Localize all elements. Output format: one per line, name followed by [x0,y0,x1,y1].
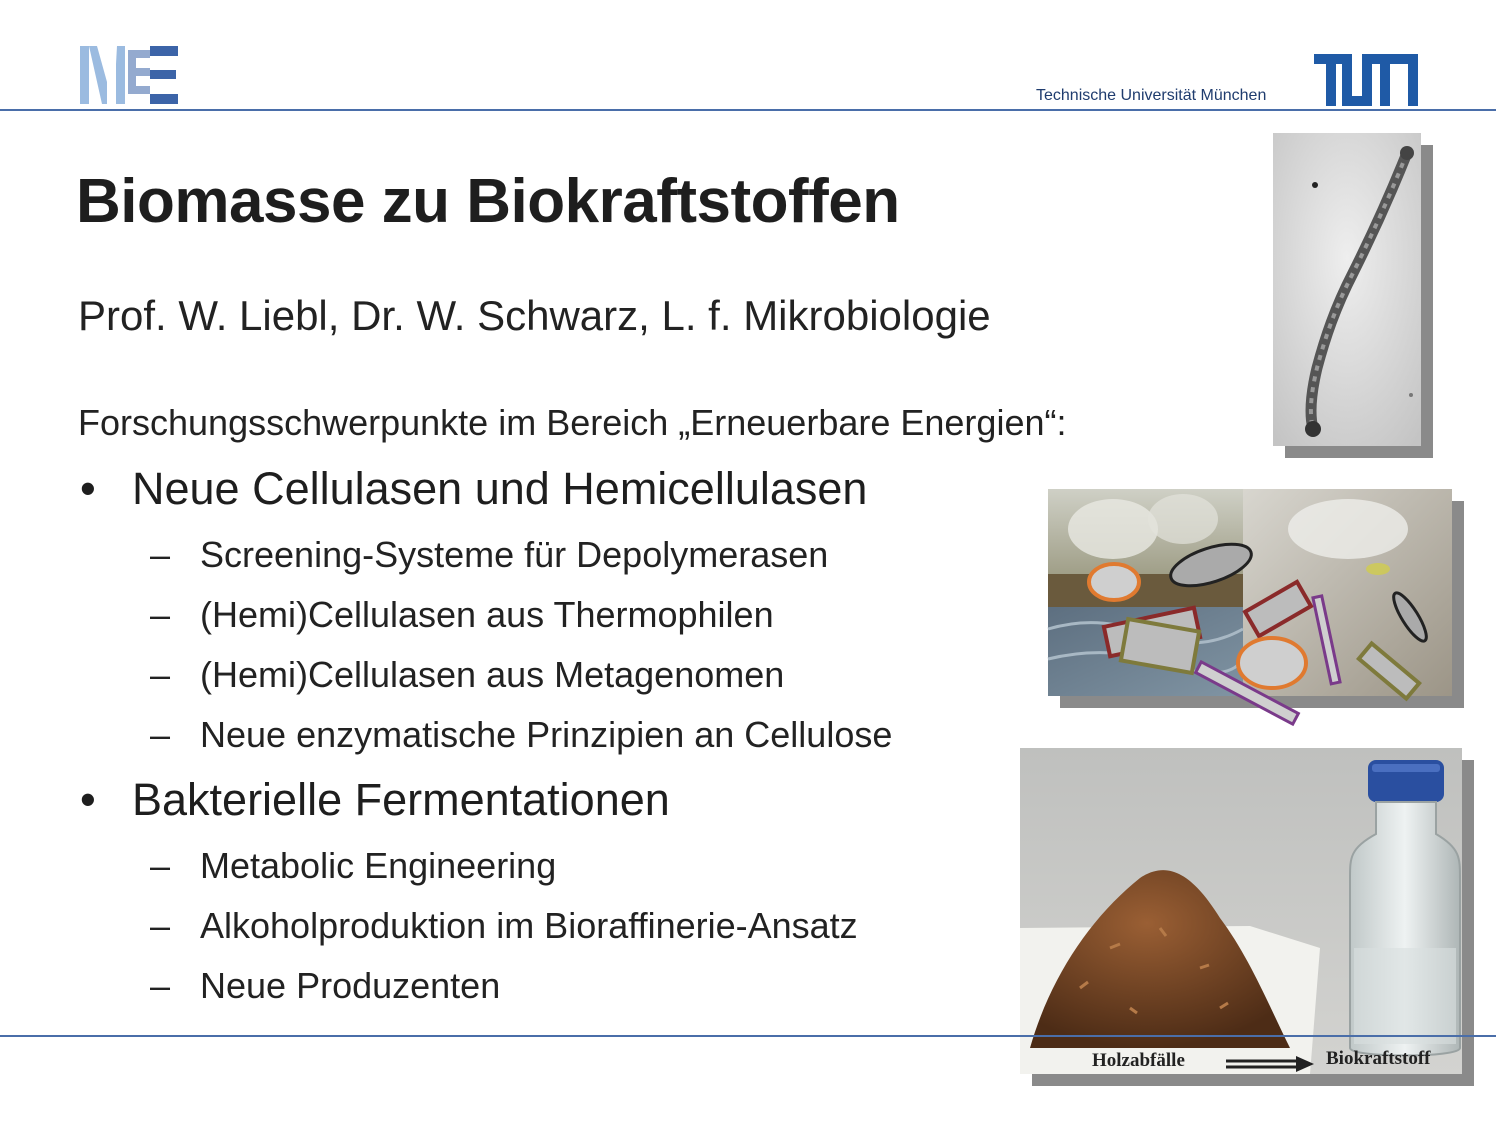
dash-icon: – [150,534,171,575]
bullet-item [80,774,670,826]
slide-subtitle: Prof. W. Liebl, Dr. W. Schwarz, L. f. Mikrobiologie [78,292,991,339]
dash-icon: – [150,965,171,1006]
intro-text: Forschungsschwerpunkte im Bereich „Erneuerbare Energien“: [78,402,1067,443]
sub-item-text: Neue Produzenten [200,965,501,1006]
mse-logo [80,44,180,106]
sub-item-text: Alkoholproduktion im Bioraffinerie-Ansatz [200,905,858,946]
bullet-text: Neue Cellulasen und Hemicellulasen [132,463,868,514]
sub-item [150,594,774,636]
bacterium-micrograph-image [1273,133,1421,446]
bullet-icon: • [80,774,96,825]
sub-item-text: Neue enzymatische Prinzipien an Cellulose [200,714,893,755]
university-name: Technische Universität München [1036,87,1267,104]
caption-wood-waste: Holzabfälle [1092,1050,1185,1071]
slide-title: Biomasse zu Biokraftstoffen [76,167,900,236]
dash-icon: – [150,845,171,886]
dash-icon: – [150,594,171,635]
sub-item-text: (Hemi)Cellulasen aus Thermophilen [200,594,774,635]
sub-item-text: (Hemi)Cellulasen aus Metagenomen [200,654,785,695]
footer-rule [0,1035,1496,1037]
bullet-icon: • [80,463,96,514]
header-rule [0,109,1496,111]
dash-icon: – [150,714,171,755]
sub-item-text: Screening-Systeme für Depolymerasen [200,534,829,575]
dash-icon: – [150,654,171,695]
caption-biofuel: Biokraftstoff [1326,1048,1431,1069]
dash-icon: – [150,905,171,946]
bullet-text: Bakterielle Fermentationen [132,774,670,825]
sub-item [150,965,500,1007]
biofuel-photo-image [1020,748,1462,1074]
bullet-item [80,463,867,515]
sub-item [150,654,784,696]
sub-item [150,845,556,887]
enzyme-collage-image [1048,489,1452,696]
sub-item [150,905,858,947]
sub-item-text: Metabolic Engineering [200,845,557,886]
sub-item [150,534,828,576]
sub-item [150,714,892,756]
tum-logo [1314,54,1418,106]
